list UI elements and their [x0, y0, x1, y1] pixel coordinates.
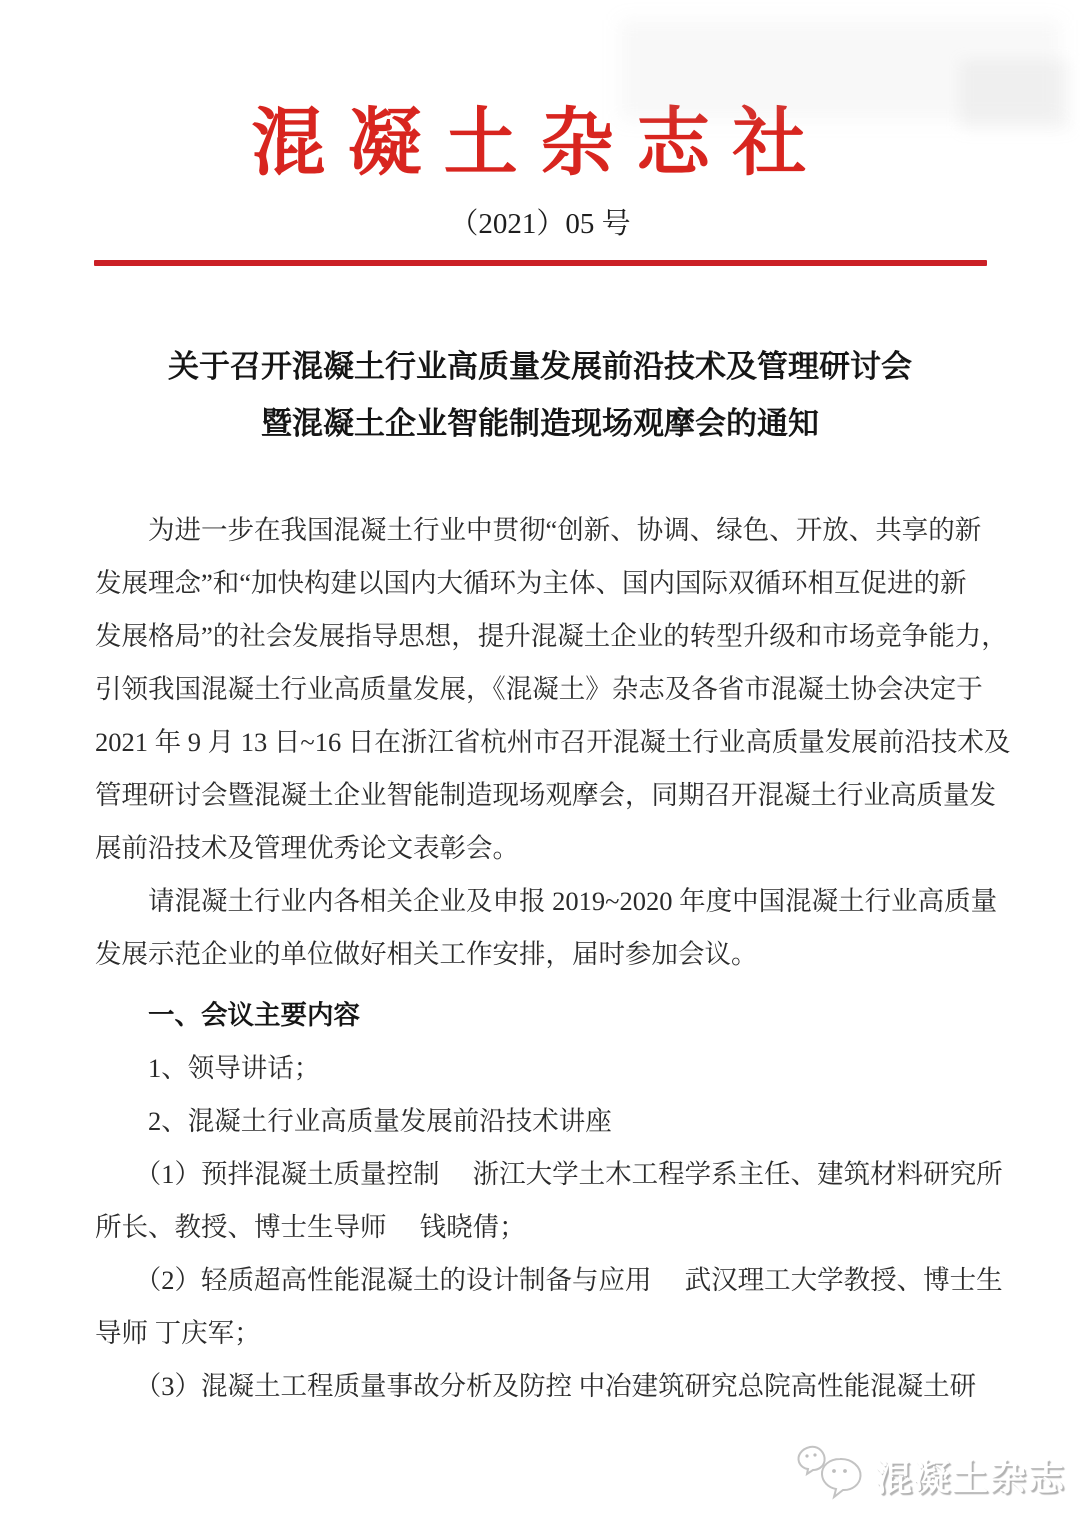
agenda-item-continuation: 导师 丁庆军； [95, 1318, 261, 1349]
notice-body [0, 504, 1080, 1413]
letterhead-header [0, 102, 1080, 266]
paragraph1-line: 为进一步在我国混凝土行业中贯彻“创新、协调、绿色、开放、共享的新 [148, 515, 982, 546]
paragraph1-line: 发展理念”和“加快构建以国内大循环为主体、国内国际双循环相互促进的新 [95, 568, 967, 599]
agenda-item: （2）轻质超高性能混凝土的设计制备与应用 武汉理工大学教授、博士生 [134, 1265, 1003, 1296]
notice-title-line2: 暨混凝土企业智能制造现场观摩会的通知 [261, 406, 819, 442]
paragraph2-line: 请混凝土行业内各相关企业及申报 2019~2020 年度中国混凝土行业高质量 [148, 886, 998, 917]
letterhead-title: 混凝土杂志社 [251, 103, 829, 185]
agenda-item: 1、领导讲话； [148, 1053, 321, 1084]
paragraph1-line: 管理研讨会暨混凝土企业智能制造现场观摩会，同期召开混凝土行业高质量发 [95, 780, 996, 811]
paragraph1-line: 展前沿技术及管理优秀论文表彰会。 [95, 833, 519, 864]
agenda-item: （1）预拌混凝土质量控制 浙江大学土木工程学系主任、建筑材料研究所 [134, 1159, 1003, 1190]
paragraph1-line: 发展格局”的社会发展指导思想，提升混凝土企业的转型升级和市场竞争能力， [95, 621, 1008, 652]
paragraph2-line: 发展示范企业的单位做好相关工作安排，届时参加会议。 [95, 939, 758, 970]
watermark [796, 1443, 1066, 1507]
notice-title-line1: 关于召开混凝土行业高质量发展前沿技术及管理研讨会 [168, 349, 912, 385]
agenda-item: 2、混凝土行业高质量发展前沿技术讲座 [148, 1106, 612, 1137]
paragraph1-line: 2021 年 9 月 13 日~16 日在浙江省杭州市召开混凝土行业高质量发展前沿技术及 [95, 727, 1011, 758]
red-divider-line [94, 260, 987, 266]
wechat-bubbles-icon [796, 1443, 870, 1507]
section-heading: 一、会议主要内容 [148, 1000, 360, 1031]
doc-number: （2021）05 号 [449, 208, 631, 241]
paragraph1-line: 引领我国混凝土行业高质量发展，《混凝土》杂志及各省市混凝土协会决定于 [95, 674, 983, 705]
agenda-item: （3）混凝土工程质量事故分析及防控 中冶建筑研究总院高性能混凝土研 [134, 1371, 977, 1402]
agenda-item-continuation: 所长、教授、博士生导师 钱晓倩； [95, 1212, 526, 1243]
watermark-label: 混凝土杂志 [875, 1456, 1066, 1498]
notice-title [0, 338, 1080, 452]
